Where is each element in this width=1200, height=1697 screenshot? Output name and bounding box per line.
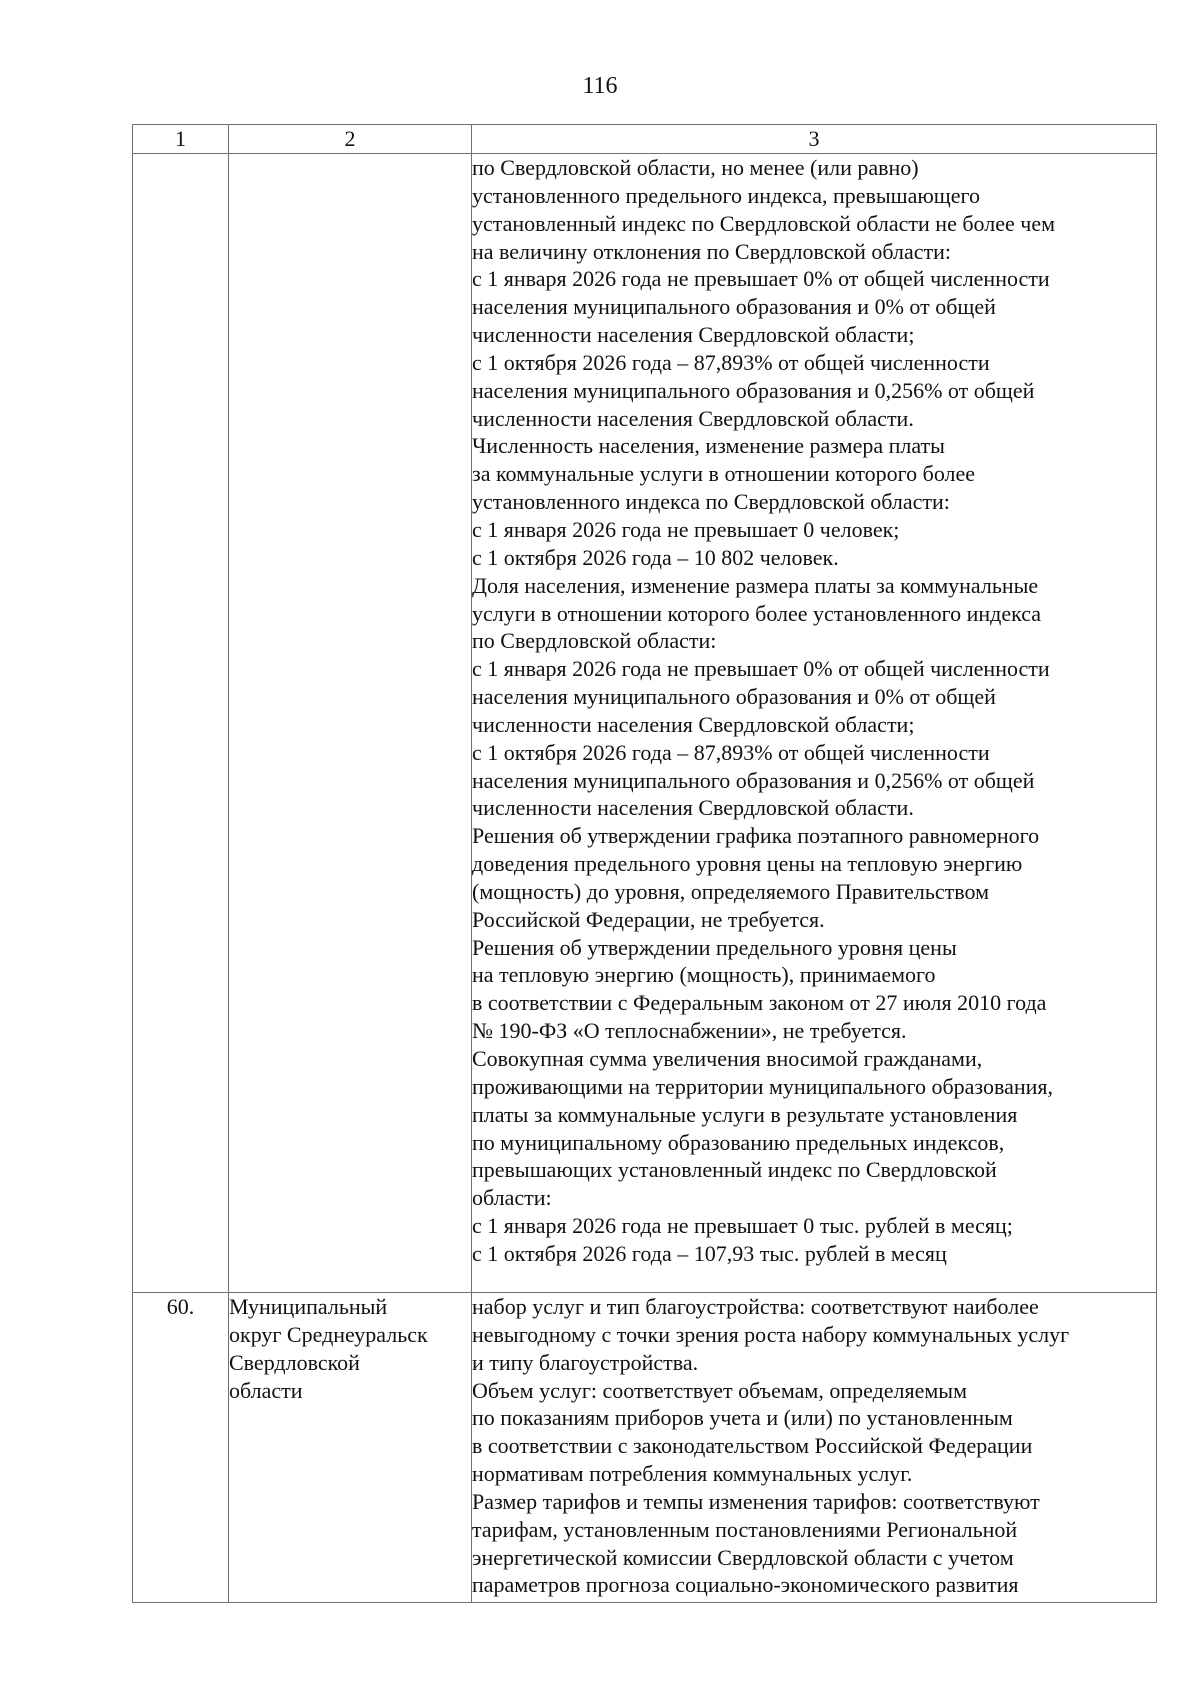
column-header-3: 3 [472, 125, 1157, 154]
text-line: проживающими на территории муниципального образования, [472, 1073, 1054, 1099]
table-header-row [133, 125, 1157, 154]
text-line: с 1 января 2026 года не превышает 0% от общей численности [472, 656, 1050, 682]
text-line: населения муниципального образования и 0,256% от общей [472, 767, 1035, 793]
text-line: и типу благоустройства. [472, 1349, 699, 1375]
text-line: с 1 октября 2026 года – 107,93 тыс. рублей в месяц [472, 1240, 947, 1266]
text-line: в соответствии с законодательством Российской Федерации [472, 1433, 1033, 1459]
text-line: населения муниципального образования и 0% от общей [472, 684, 996, 710]
text-line: по Свердловской области: [472, 628, 717, 654]
text-line: Численность населения, изменение размера платы [472, 433, 945, 459]
column-header-2: 2 [229, 125, 472, 154]
text-line: области: [472, 1185, 552, 1211]
text-line: Совокупная сумма увеличения вносимой гражданами, [472, 1046, 983, 1071]
text-line: с 1 октября 2026 года – 10 802 человек. [472, 544, 839, 570]
text-line: численности населения Свердловской области; [472, 711, 915, 737]
text-line: нормативам потребления коммунальных услуг. [472, 1461, 913, 1487]
text-line: энергетической комиссии Свердловской области с учетом [472, 1544, 1014, 1570]
text-line: с 1 января 2026 года не превышает 0 тыс. рублей в месяц; [472, 1213, 1013, 1239]
municipality-name-cell [229, 154, 472, 1293]
text-line: установленный индекс по Свердловской области не более чем [472, 210, 1055, 236]
text-line: в соответствии с Федеральным законом от 27 июля 2010 года [472, 990, 1047, 1016]
text-line: по показаниям приборов учета и (или) по установленным [472, 1405, 1013, 1431]
name-line: области [229, 1377, 303, 1403]
text-line: с 1 октября 2026 года – 87,893% от общей численности [472, 349, 990, 375]
page-number: 116 [582, 73, 618, 99]
text-line: (мощность) до уровня, определяемого Правительством [472, 878, 990, 904]
text-line: превышающих установленный индекс по Свердловской [472, 1157, 997, 1183]
text-line: по Свердловской области, но менее (или равно) [472, 155, 919, 180]
text-line: с 1 января 2026 года не превышает 0 человек; [472, 516, 900, 542]
text-line: за коммунальные услуги в отношении которого более [472, 461, 976, 487]
text-line: набор услуг и тип благоустройства: соответствуют наиболее [472, 1294, 1039, 1319]
table-row-60 [133, 1293, 1157, 1603]
text-line: Решения об утверждении графика поэтапного равномерного [472, 823, 1040, 849]
column-header-1: 1 [133, 125, 229, 154]
description-cell [472, 154, 1157, 1293]
row-number-cell: 60. [133, 1293, 229, 1603]
text-line: численности населения Свердловской области. [472, 795, 914, 821]
text-line: невыгодному с точки зрения роста набору коммунальных услуг [472, 1321, 1070, 1347]
text-line: платы за коммунальные услуги в результате установления [472, 1101, 1018, 1127]
text-line: установленного предельного индекса, превышающего [472, 182, 980, 208]
text-line: Объем услуг: соответствует объемам, определяемым [472, 1377, 968, 1403]
text-line: Решения об утверждении предельного уровня цены [472, 934, 957, 960]
table-row-continuation [133, 154, 1157, 1293]
description-cell [472, 1293, 1157, 1603]
text-line: тарифам, установленным постановлениями Региональной [472, 1516, 1018, 1542]
name-line: Муниципальный [229, 1294, 388, 1319]
text-line: Доля населения, изменение размера платы за коммунальные [472, 572, 1039, 598]
document-table [132, 124, 1157, 1603]
text-line: на тепловую энергию (мощность), принимаемого [472, 962, 936, 988]
text-line: Размер тарифов и темпы изменения тарифов: соответствуют [472, 1488, 1040, 1514]
text-line: № 190-ФЗ «О теплоснабжении», не требуется. [472, 1018, 907, 1044]
municipality-name-cell [229, 1293, 472, 1603]
name-line: Свердловской [229, 1349, 360, 1375]
text-line: населения муниципального образования и 0,256% от общей [472, 377, 1035, 403]
text-line: численности населения Свердловской области. [472, 405, 914, 431]
text-line: численности населения Свердловской области; [472, 322, 915, 348]
text-line: доведения предельного уровня цены на тепловую энергию [472, 851, 1023, 877]
text-line: параметров прогноза социально-экономического развития [472, 1572, 1019, 1598]
text-line: с 1 октября 2026 года – 87,893% от общей численности [472, 739, 990, 765]
text-line: с 1 января 2026 года не превышает 0% от общей численности [472, 266, 1050, 292]
text-line: населения муниципального образования и 0% от общей [472, 294, 996, 320]
text-line: установленного индекса по Свердловской области: [472, 489, 950, 515]
row-number-cell [133, 154, 229, 1293]
text-line: на величину отклонения по Свердловской области: [472, 238, 951, 264]
text-line: по муниципальному образованию предельных индексов, [472, 1129, 1005, 1155]
text-line: услуги в отношении которого более установленного индекса [472, 600, 1042, 626]
text-line: Российской Федерации, не требуется. [472, 906, 825, 932]
name-line: округ Среднеуральск [229, 1321, 428, 1347]
